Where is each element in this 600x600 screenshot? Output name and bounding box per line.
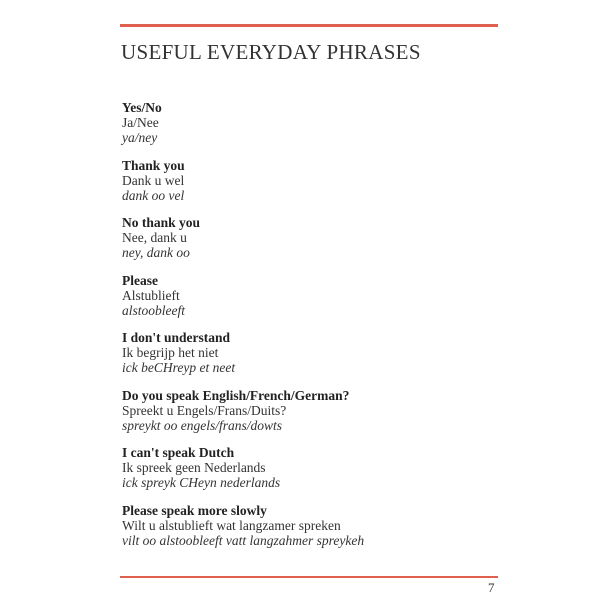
- dutch-translation: Ik begrijp het niet: [122, 345, 219, 360]
- english-phrase: No thank you: [122, 215, 201, 230]
- phrase-list: [122, 100, 502, 560]
- page-number: 7: [488, 580, 495, 595]
- dutch-translation: Nee, dank u: [122, 230, 187, 245]
- dutch-translation: Ik spreek geen Nederlands: [122, 460, 266, 475]
- phrase-item: [122, 330, 502, 388]
- english-phrase: Please speak more slowly: [122, 502, 267, 518]
- phrase-item: [122, 215, 502, 273]
- phrase-item: [122, 503, 502, 561]
- pronunciation: ney, dank oo: [122, 245, 190, 260]
- english-phrase: Please: [122, 272, 158, 288]
- dutch-translation: Ja/Nee: [122, 115, 159, 130]
- phrase-item: [122, 100, 502, 158]
- bottom-divider: [120, 576, 498, 578]
- english-phrase: Thank you: [122, 157, 185, 173]
- pronunciation: alstoobleeft: [122, 302, 185, 318]
- dutch-translation: Alstublieft: [122, 287, 180, 303]
- page-title: USEFUL EVERYDAY PHRASES: [121, 40, 421, 64]
- phrase-item: [122, 388, 502, 446]
- pronunciation: spreykt oo engels/frans/dowts: [122, 417, 282, 433]
- english-phrase: I don't understand: [122, 330, 231, 345]
- english-phrase: I can't speak Dutch: [122, 445, 235, 460]
- top-divider: [120, 24, 498, 27]
- dutch-translation: Wilt u alstublieft wat langzamer spreken: [122, 517, 341, 533]
- pronunciation: dank oo vel: [122, 187, 185, 203]
- english-phrase: Do you speak English/French/German?: [122, 387, 350, 403]
- pronunciation: ya/ney: [122, 130, 158, 145]
- dutch-translation: Dank u wel: [122, 172, 185, 188]
- dutch-translation: Spreekt u Engels/Frans/Duits?: [122, 402, 287, 418]
- phrase-item: [122, 445, 502, 503]
- english-phrase: Yes/No: [122, 100, 162, 115]
- phrase-item: [122, 273, 502, 331]
- pronunciation: vilt oo alstoobleeft vatt langzahmer spreykeh: [122, 532, 365, 548]
- pronunciation: ick beCHreyp et neet: [122, 360, 236, 375]
- phrase-item: [122, 158, 502, 216]
- pronunciation: ick spreyk CHeyn nederlands: [122, 475, 281, 490]
